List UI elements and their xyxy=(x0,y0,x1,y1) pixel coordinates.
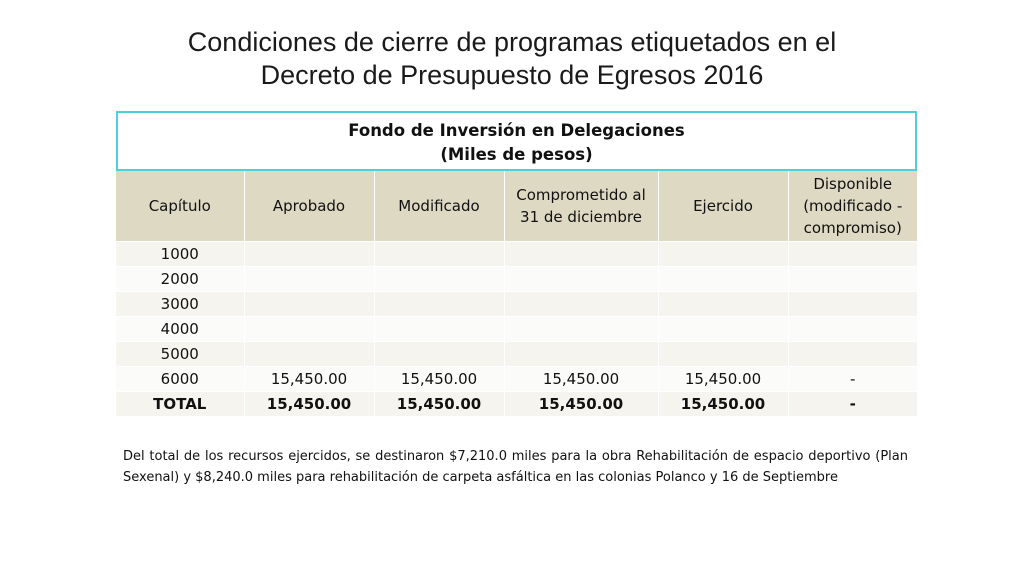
table-subtitle: (Miles de pesos) xyxy=(440,145,593,164)
table-row xyxy=(116,267,917,292)
table-cell: 15,450.00 xyxy=(244,367,374,392)
table-cell xyxy=(658,267,788,292)
table-cell xyxy=(504,317,658,342)
table-header-row xyxy=(116,171,917,242)
table-cell xyxy=(244,317,374,342)
column-header-aprobado: Aprobado xyxy=(244,171,374,242)
total-cell: 15,450.00 xyxy=(244,392,374,417)
table-cell xyxy=(374,292,504,317)
table-cell: 15,450.00 xyxy=(504,367,658,392)
slide-title xyxy=(0,26,1024,92)
table-cell: 15,450.00 xyxy=(658,367,788,392)
table-row xyxy=(116,342,917,367)
table-cell: 1000 xyxy=(116,242,244,267)
table-cell xyxy=(374,267,504,292)
table-row xyxy=(116,317,917,342)
column-header-modificado: Modificado xyxy=(374,171,504,242)
column-header-ejercido: Ejercido xyxy=(658,171,788,242)
table-cell xyxy=(788,267,917,292)
table-cell xyxy=(504,242,658,267)
table-cell xyxy=(374,342,504,367)
table-cell: 3000 xyxy=(116,292,244,317)
table-cell xyxy=(374,317,504,342)
table-cell xyxy=(374,242,504,267)
table-cell xyxy=(658,242,788,267)
slide-title-line-1: Condiciones de cierre de programas etiquetados en el xyxy=(187,27,837,57)
table-cell xyxy=(504,292,658,317)
table-cell: 5000 xyxy=(116,342,244,367)
table-cell xyxy=(788,342,917,367)
column-header-comprometido: Comprometido al 31 de diciembre xyxy=(504,171,658,242)
table-cell xyxy=(788,317,917,342)
table-cell xyxy=(244,242,374,267)
table-cell xyxy=(244,292,374,317)
total-cell: TOTAL xyxy=(116,392,244,417)
column-header-disponible: Disponible (modificado - compromiso) xyxy=(788,171,917,242)
table-cell xyxy=(504,342,658,367)
footnote-paragraph: Del total de los recursos ejercidos, se destinaron $7,210.0 miles para la obra Rehabilitación de espacio deportivo (Plan Sexenal) y $8,240.0 miles para rehabilitación de carpeta asfáltica en las colonias Polanco y 16 de Septiembre xyxy=(123,449,908,485)
table-cell xyxy=(658,317,788,342)
table-cell: 2000 xyxy=(116,267,244,292)
total-cell: 15,450.00 xyxy=(504,392,658,417)
table-row xyxy=(116,242,917,267)
table-total-row xyxy=(116,392,917,417)
table-cell xyxy=(788,242,917,267)
table-cell: 6000 xyxy=(116,367,244,392)
table-title-box xyxy=(116,111,917,171)
table-cell xyxy=(788,292,917,317)
table-row xyxy=(116,367,917,392)
total-cell: 15,450.00 xyxy=(374,392,504,417)
table-cell xyxy=(658,292,788,317)
total-cell: - xyxy=(788,392,917,417)
table-cell: 4000 xyxy=(116,317,244,342)
table-cell xyxy=(504,267,658,292)
table-cell xyxy=(244,342,374,367)
total-cell: 15,450.00 xyxy=(658,392,788,417)
slide-title-line-2: Decreto de Presupuesto de Egresos 2016 xyxy=(260,60,764,90)
table-row xyxy=(116,292,917,317)
budget-table xyxy=(116,171,917,416)
budget-table-container xyxy=(116,111,917,416)
table-cell: - xyxy=(788,367,917,392)
column-header-capitulo: Capítulo xyxy=(116,171,244,242)
table-title: Fondo de Inversión en Delegaciones xyxy=(348,121,685,140)
table-cell: 15,450.00 xyxy=(374,367,504,392)
table-cell xyxy=(658,342,788,367)
table-cell xyxy=(244,267,374,292)
